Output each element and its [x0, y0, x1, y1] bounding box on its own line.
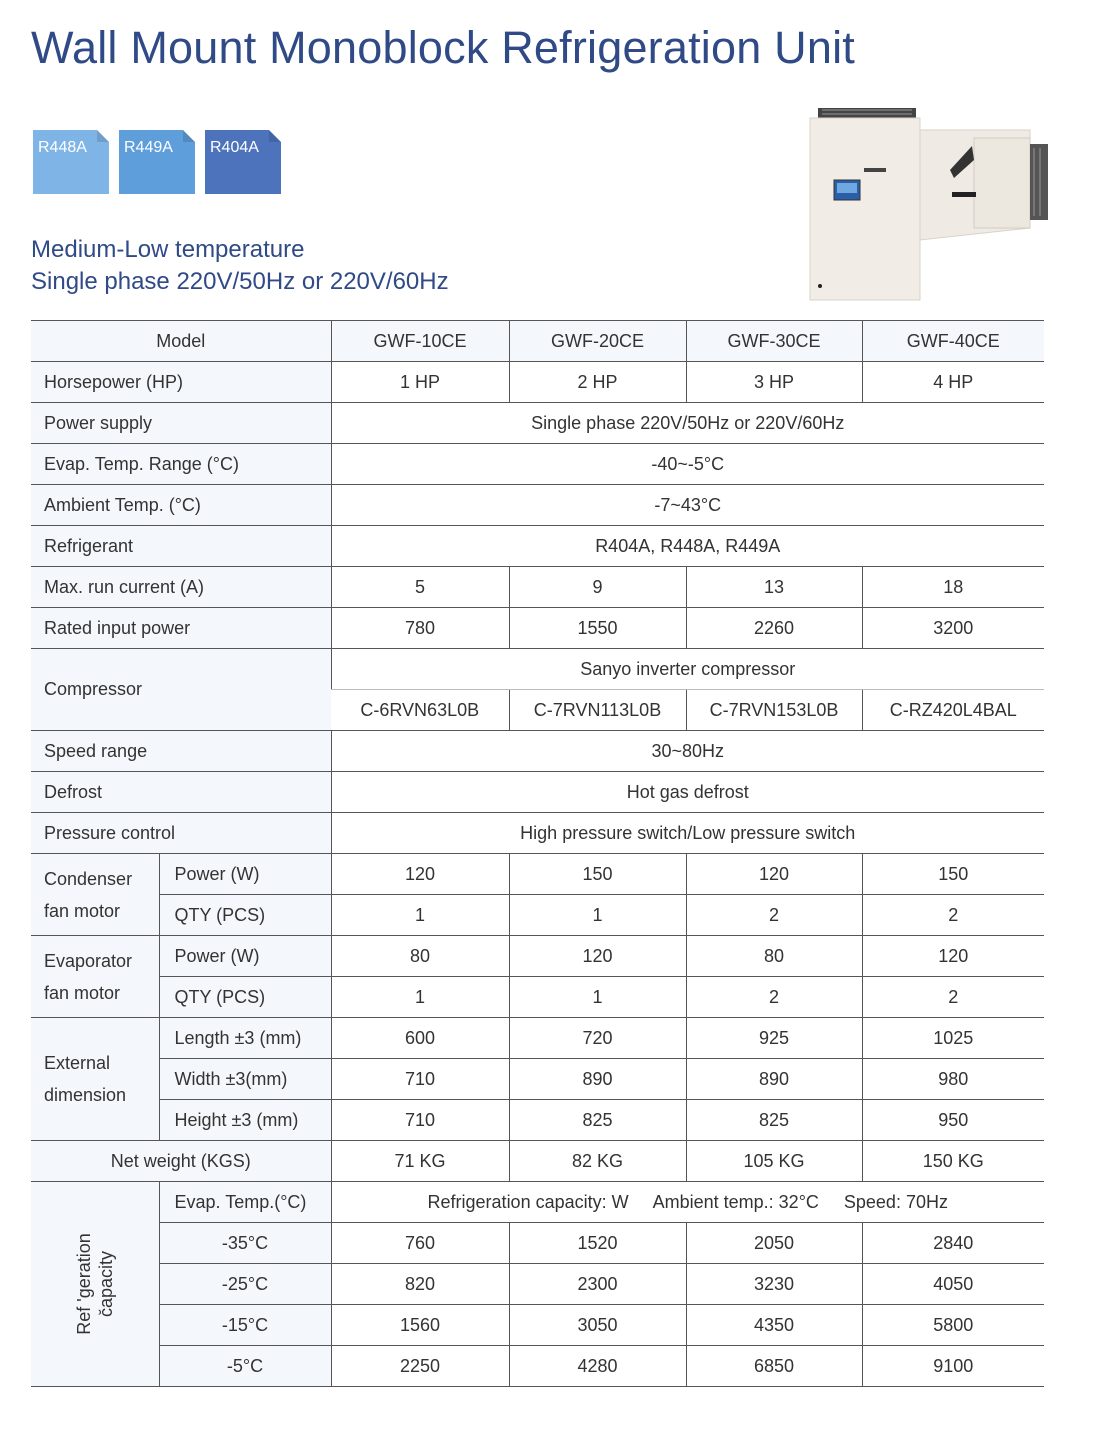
capacity-evap-label: Evap. Temp.(°C): [159, 1182, 331, 1223]
capacity-cell: 760: [331, 1223, 509, 1264]
input-power-cell: 2260: [686, 608, 862, 649]
condenser-label: [31, 854, 159, 936]
capacity-temp-label: -35°C: [159, 1223, 331, 1264]
compressor-type-value: Sanyo inverter compressor: [331, 649, 1044, 690]
capacity-cell: 4280: [509, 1346, 686, 1387]
evaporator-qty-cell: 2: [686, 977, 862, 1018]
table-row-input-power: [31, 608, 1044, 649]
evaporator-qty-cell: 1: [509, 977, 686, 1018]
condenser-power-cell: 150: [862, 854, 1044, 895]
evaporator-power-cell: 80: [686, 936, 862, 977]
height-cell: 825: [686, 1100, 862, 1141]
capacity-label-line2: c̆apacity: [95, 1250, 116, 1318]
length-cell: 600: [331, 1018, 509, 1059]
table-row-current: [31, 567, 1044, 608]
defrost-value: Hot gas defrost: [331, 772, 1044, 813]
evap-range-label: Evap. Temp. Range (°C): [31, 444, 331, 485]
capacity-cell: 1560: [331, 1305, 509, 1346]
table-row-horsepower: [31, 362, 1044, 403]
current-cell: 13: [686, 567, 862, 608]
length-cell: 925: [686, 1018, 862, 1059]
spec-table: [31, 320, 1044, 1387]
condenser-power-cell: 120: [331, 854, 509, 895]
model-cell: GWF-20CE: [509, 321, 686, 362]
table-row-evap-range: [31, 444, 1044, 485]
condenser-power-cell: 150: [509, 854, 686, 895]
ambient-label: Ambient Temp. (°C): [31, 485, 331, 526]
model-cell: GWF-10CE: [331, 321, 509, 362]
model-cell: GWF-30CE: [686, 321, 862, 362]
capacity-cell: 9100: [862, 1346, 1044, 1387]
width-label: Width ±3(mm): [159, 1059, 331, 1100]
table-row-weight: [31, 1141, 1044, 1182]
capacity-cell: 2840: [862, 1223, 1044, 1264]
capacity-cell: 3050: [509, 1305, 686, 1346]
input-power-cell: 3200: [862, 608, 1044, 649]
weight-cell: 150 KG: [862, 1141, 1044, 1182]
current-cell: 9: [509, 567, 686, 608]
current-label: Max. run current (A): [31, 567, 331, 608]
condenser-power-label: Power (W): [159, 854, 331, 895]
capacity-cell: 5800: [862, 1305, 1044, 1346]
model-cell: GWF-40CE: [862, 321, 1044, 362]
condenser-qty-cell: 1: [509, 895, 686, 936]
capacity-cell: 4350: [686, 1305, 862, 1346]
table-row-capacity: [31, 1346, 1044, 1387]
compressor-label: Compressor: [31, 649, 331, 731]
capacity-temp-label: -15°C: [159, 1305, 331, 1346]
evaporator-power-label: Power (W): [159, 936, 331, 977]
defrost-label: Defrost: [31, 772, 331, 813]
capacity-cell: 2300: [509, 1264, 686, 1305]
table-row-evaporator-power: [31, 936, 1044, 977]
evaporator-qty-label: QTY (PCS): [159, 977, 331, 1018]
capacity-temp-label: -5°C: [159, 1346, 331, 1387]
capacity-cell: 4050: [862, 1264, 1044, 1305]
table-row-capacity: [31, 1223, 1044, 1264]
condenser-qty-cell: 2: [862, 895, 1044, 936]
input-power-label: Rated input power: [31, 608, 331, 649]
length-cell: 1025: [862, 1018, 1044, 1059]
evaporator-qty-cell: 2: [862, 977, 1044, 1018]
compressor-model-cell: C-7RVN113L0B: [509, 690, 686, 731]
width-cell: 710: [331, 1059, 509, 1100]
temperature-subtitle: Medium-Low temperature: [31, 236, 305, 263]
condenser-label-line1: Condenser: [44, 868, 133, 889]
compressor-model-cell: C-RZ420L4BAL: [862, 690, 1044, 731]
badge-label: R404A: [210, 139, 259, 156]
capacity-cell: 2050: [686, 1223, 862, 1264]
power-supply-value: Single phase 220V/50Hz or 220V/60Hz: [331, 403, 1044, 444]
capacity-cell: 2250: [331, 1346, 509, 1387]
refrigerant-label: Refrigerant: [31, 526, 331, 567]
page-title: Wall Mount Monoblock Refrigeration Unit: [31, 22, 855, 73]
table-row-defrost: [31, 772, 1044, 813]
badge-r404a: [205, 130, 281, 194]
table-row-power-supply: [31, 403, 1044, 444]
dimension-label: [31, 1018, 159, 1141]
badge-label: R448A: [38, 139, 87, 156]
width-cell: 890: [686, 1059, 862, 1100]
table-row-speed: [31, 731, 1044, 772]
length-cell: 720: [509, 1018, 686, 1059]
speed-label: Speed range: [31, 731, 331, 772]
capacity-label: [31, 1182, 159, 1387]
evaporator-power-cell: 120: [509, 936, 686, 977]
weight-cell: 71 KG: [331, 1141, 509, 1182]
hp-cell: 1 HP: [331, 362, 509, 403]
current-cell: 5: [331, 567, 509, 608]
evaporator-label: [31, 936, 159, 1018]
table-row-capacity: [31, 1305, 1044, 1346]
condenser-qty-label: QTY (PCS): [159, 895, 331, 936]
capacity-cell: 6850: [686, 1346, 862, 1387]
evaporator-label-line2: fan motor: [44, 982, 121, 1003]
pressure-value: High pressure switch/Low pressure switch: [331, 813, 1044, 854]
badge-label: R449A: [124, 139, 173, 156]
current-cell: 18: [862, 567, 1044, 608]
evaporator-power-cell: 120: [862, 936, 1044, 977]
length-label: Length ±3 (mm): [159, 1018, 331, 1059]
hp-cell: 4 HP: [862, 362, 1044, 403]
table-row-evaporator-qty: [31, 977, 1044, 1018]
weight-cell: 82 KG: [509, 1141, 686, 1182]
table-row-height: [31, 1100, 1044, 1141]
compressor-model-cell: C-6RVN63L0B: [331, 690, 509, 731]
capacity-temp-label: -25°C: [159, 1264, 331, 1305]
table-row-condenser-qty: [31, 895, 1044, 936]
table-row-capacity-header: [31, 1182, 1044, 1223]
refrigerant-value: R404A, R448A, R449A: [331, 526, 1044, 567]
weight-label: Net weight (KGS): [31, 1141, 331, 1182]
dimension-label-line2: dimension: [44, 1085, 127, 1105]
capacity-label-text: [73, 1233, 117, 1335]
compressor-model-cell: C-7RVN153L0B: [686, 690, 862, 731]
width-cell: 980: [862, 1059, 1044, 1100]
power-subtitle: Single phase 220V/50Hz or 220V/60Hz: [31, 268, 449, 295]
table-row-pressure: [31, 813, 1044, 854]
condenser-qty-cell: 2: [686, 895, 862, 936]
table-row-model: [31, 321, 1044, 362]
capacity-cell: 3230: [686, 1264, 862, 1305]
capacity-cell: 1520: [509, 1223, 686, 1264]
product-image: [804, 100, 1054, 305]
table-row-length: [31, 1018, 1044, 1059]
hp-cell: 3 HP: [686, 362, 862, 403]
badge-r448a: [33, 130, 109, 194]
table-row-ambient: [31, 485, 1044, 526]
table-row-width: [31, 1059, 1044, 1100]
evaporator-qty-cell: 1: [331, 977, 509, 1018]
model-label: Model: [31, 321, 331, 362]
condenser-label-line2: fan motor: [44, 900, 121, 921]
ambient-value: -7~43°C: [331, 485, 1044, 526]
height-label: Height ±3 (mm): [159, 1100, 331, 1141]
table-row-refrigerant: [31, 526, 1044, 567]
capacity-cell: 820: [331, 1264, 509, 1305]
weight-cell: 105 KG: [686, 1141, 862, 1182]
input-power-cell: 1550: [509, 608, 686, 649]
evaporator-power-cell: 80: [331, 936, 509, 977]
evaporator-label-line1: Evaporator: [44, 950, 133, 971]
capacity-label-line1: Ref 'geration: [73, 1233, 94, 1335]
evap-range-value: -40~-5°C: [331, 444, 1044, 485]
condenser-power-cell: 120: [686, 854, 862, 895]
hp-cell: 2 HP: [509, 362, 686, 403]
horsepower-label: Horsepower (HP): [31, 362, 331, 403]
dimension-label-line1: External: [44, 1053, 111, 1073]
table-row-condenser-power: [31, 854, 1044, 895]
pressure-label: Pressure control: [31, 813, 331, 854]
table-row-compressor-type: [31, 649, 1044, 690]
badge-r449a: [119, 130, 195, 194]
height-cell: 950: [862, 1100, 1044, 1141]
table-row-capacity: [31, 1264, 1044, 1305]
condenser-qty-cell: 1: [331, 895, 509, 936]
power-supply-label: Power supply: [31, 403, 331, 444]
capacity-note: Refrigeration capacity: W Ambient temp.: 32°C Speed: 70Hz: [331, 1182, 1044, 1223]
input-power-cell: 780: [331, 608, 509, 649]
width-cell: 890: [509, 1059, 686, 1100]
height-cell: 825: [509, 1100, 686, 1141]
speed-value: 30~80Hz: [331, 731, 1044, 772]
height-cell: 710: [331, 1100, 509, 1141]
